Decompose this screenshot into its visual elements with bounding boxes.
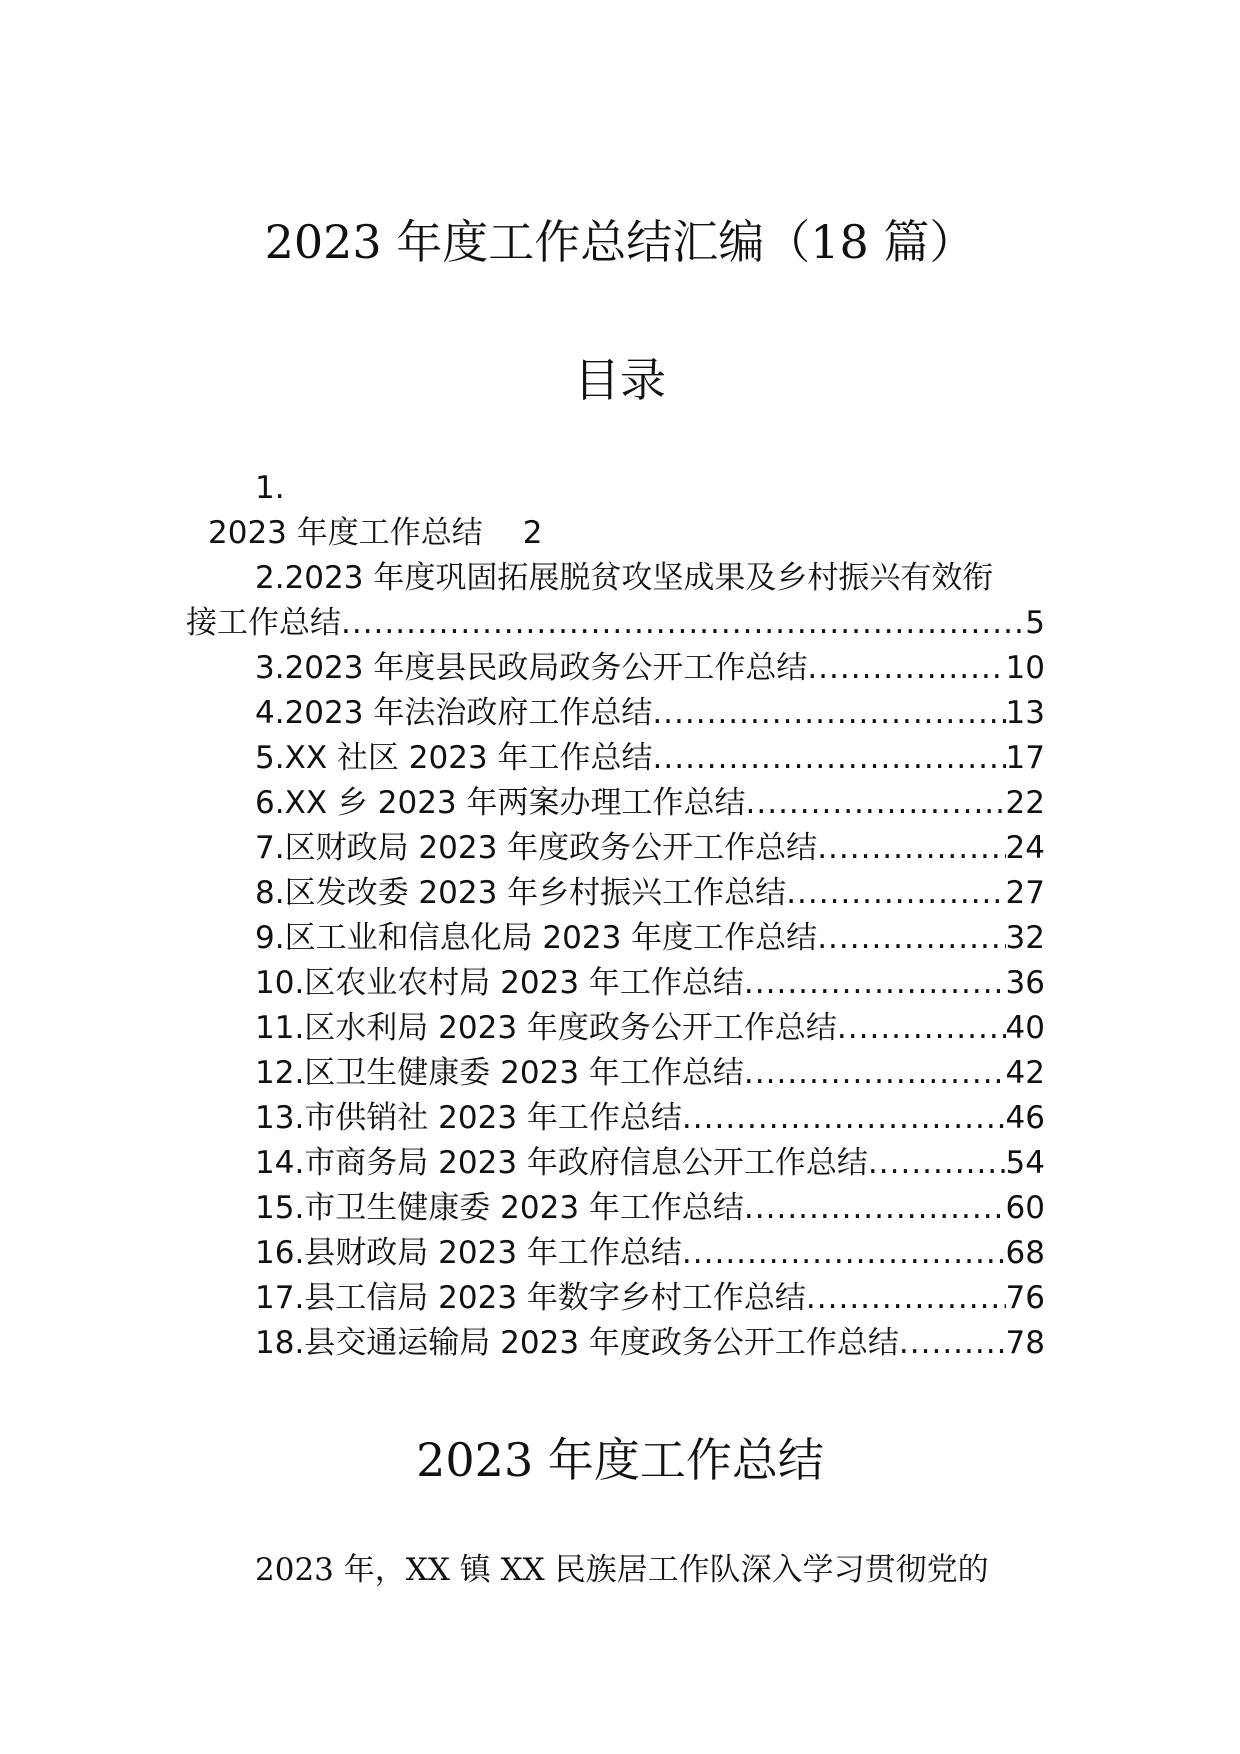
toc-entry[interactable] bbox=[255, 1051, 1045, 1096]
toc-entry-title: 14.市商务局 2023 年政府信息公开工作总结 bbox=[255, 1145, 868, 1181]
toc-leader-dots bbox=[868, 1141, 1006, 1186]
toc-leader-dots bbox=[786, 871, 1005, 916]
toc-entry[interactable] bbox=[255, 871, 1045, 916]
toc-entry-1-page: 2 bbox=[522, 515, 543, 551]
toc-entry-page: 36 bbox=[1005, 965, 1045, 1001]
toc-entry[interactable] bbox=[255, 781, 1045, 826]
toc-entry-title: 16.县财政局 2023 年工作总结 bbox=[255, 1235, 682, 1271]
toc-entry-2-line2[interactable] bbox=[186, 601, 1045, 646]
toc-entry[interactable] bbox=[255, 1276, 1045, 1321]
toc-entry-title: 7.区财政局 2023 年度政务公开工作总结 bbox=[255, 830, 818, 866]
document-title: 2023 年度工作总结汇编（18 篇） bbox=[264, 215, 976, 269]
toc-entry-title: 15.市卫生健康委 2023 年工作总结 bbox=[255, 1190, 744, 1226]
toc-entry-page: 42 bbox=[1005, 1055, 1045, 1091]
toc-entry[interactable] bbox=[255, 1321, 1045, 1366]
toc-entry[interactable] bbox=[255, 961, 1045, 1006]
toc-leader-dots bbox=[817, 826, 1005, 871]
toc-entry-title: 4.2023 年法治政府工作总结 bbox=[255, 695, 653, 731]
toc-entry-2-title: 接工作总结 bbox=[186, 605, 341, 641]
toc-leader-dots bbox=[341, 601, 1025, 646]
toc-entry-page: 13 bbox=[1005, 695, 1045, 731]
toc-entry-title: 10.区农业农村局 2023 年工作总结 bbox=[255, 965, 744, 1001]
toc-entry[interactable] bbox=[255, 1186, 1045, 1231]
toc-leader-dots bbox=[807, 646, 1005, 691]
toc-entry-title: 8.区发改委 2023 年乡村振兴工作总结 bbox=[255, 875, 787, 911]
toc-entry-title: 12.区卫生健康委 2023 年工作总结 bbox=[255, 1055, 744, 1091]
toc-entry-page: 24 bbox=[1005, 830, 1045, 866]
toc-leader-dots bbox=[744, 1186, 1006, 1231]
toc-entry-title: 9.区工业和信息化局 2023 年度工作总结 bbox=[255, 920, 818, 956]
toc-entry[interactable] bbox=[255, 1141, 1045, 1186]
toc-entry-page: 68 bbox=[1005, 1235, 1045, 1271]
toc-leader-dots bbox=[652, 691, 1005, 736]
toc-leader-dots bbox=[899, 1321, 1006, 1366]
toc-entry-page: 40 bbox=[1005, 1010, 1045, 1046]
toc-entry-page: 10 bbox=[1005, 650, 1045, 686]
toc-leader-dots bbox=[682, 1096, 1006, 1141]
toc-entry-title: 11.区水利局 2023 年度政务公开工作总结 bbox=[255, 1010, 837, 1046]
toc-leader-dots bbox=[746, 781, 1006, 826]
toc-entry-title: 5.XX 社区 2023 年工作总结 bbox=[255, 740, 653, 776]
toc-entry-page: 27 bbox=[1005, 875, 1045, 911]
toc-entry[interactable] bbox=[255, 1096, 1045, 1141]
toc-entry[interactable] bbox=[255, 1231, 1045, 1276]
toc-leader-dots bbox=[837, 1006, 1006, 1051]
toc-leader-dots bbox=[744, 961, 1006, 1006]
toc-entry-1-number[interactable]: 1. bbox=[255, 470, 285, 506]
section-heading: 2023 年度工作总结 bbox=[416, 1433, 824, 1487]
toc-entry-title: 13.市供销社 2023 年工作总结 bbox=[255, 1100, 682, 1136]
toc-heading: 目录 bbox=[574, 353, 666, 407]
toc-leader-dots bbox=[653, 736, 1006, 781]
toc-entry-page: 60 bbox=[1005, 1190, 1045, 1226]
toc-entry-page: 76 bbox=[1005, 1280, 1045, 1316]
toc-entry-page: 22 bbox=[1005, 785, 1045, 821]
toc-entry[interactable] bbox=[255, 916, 1045, 961]
toc-leader-dots bbox=[806, 1276, 1006, 1321]
toc-entry-title: 3.2023 年度县民政局政务公开工作总结 bbox=[255, 650, 808, 686]
toc-entry[interactable] bbox=[255, 1006, 1045, 1051]
toc-entry[interactable] bbox=[255, 736, 1045, 781]
toc-entry-title: 18.县交通运输局 2023 年度政务公开工作总结 bbox=[255, 1325, 899, 1361]
toc-entry[interactable] bbox=[255, 646, 1045, 691]
toc-entry-title: 17.县工信局 2023 年数字乡村工作总结 bbox=[255, 1280, 806, 1316]
toc-entry[interactable] bbox=[255, 826, 1045, 871]
toc-entry-1[interactable] bbox=[208, 511, 542, 556]
toc-entry-page: 17 bbox=[1005, 740, 1045, 776]
toc-entry-page: 46 bbox=[1005, 1100, 1045, 1136]
toc-entry-page: 54 bbox=[1005, 1145, 1045, 1181]
toc-entry-title: 6.XX 乡 2023 年两案办理工作总结 bbox=[255, 785, 746, 821]
toc-leader-dots bbox=[744, 1051, 1006, 1096]
toc-entry-2-line1[interactable]: 2.2023 年度巩固拓展脱贫攻坚成果及乡村振兴有效衔 bbox=[255, 560, 994, 596]
toc-entry-1-title: 2023 年度工作总结 bbox=[208, 515, 483, 551]
toc-entry[interactable] bbox=[255, 691, 1045, 736]
toc-entry-2-page: 5 bbox=[1025, 605, 1045, 641]
toc-leader-dots bbox=[817, 916, 1005, 961]
toc-leader-dots bbox=[682, 1231, 1006, 1276]
toc-entry-page: 32 bbox=[1005, 920, 1045, 956]
body-paragraph-first-line: 2023 年，XX 镇 XX 民族居工作队深入学习贯彻党的 bbox=[255, 1552, 989, 1588]
toc-entry-page: 78 bbox=[1005, 1325, 1045, 1361]
